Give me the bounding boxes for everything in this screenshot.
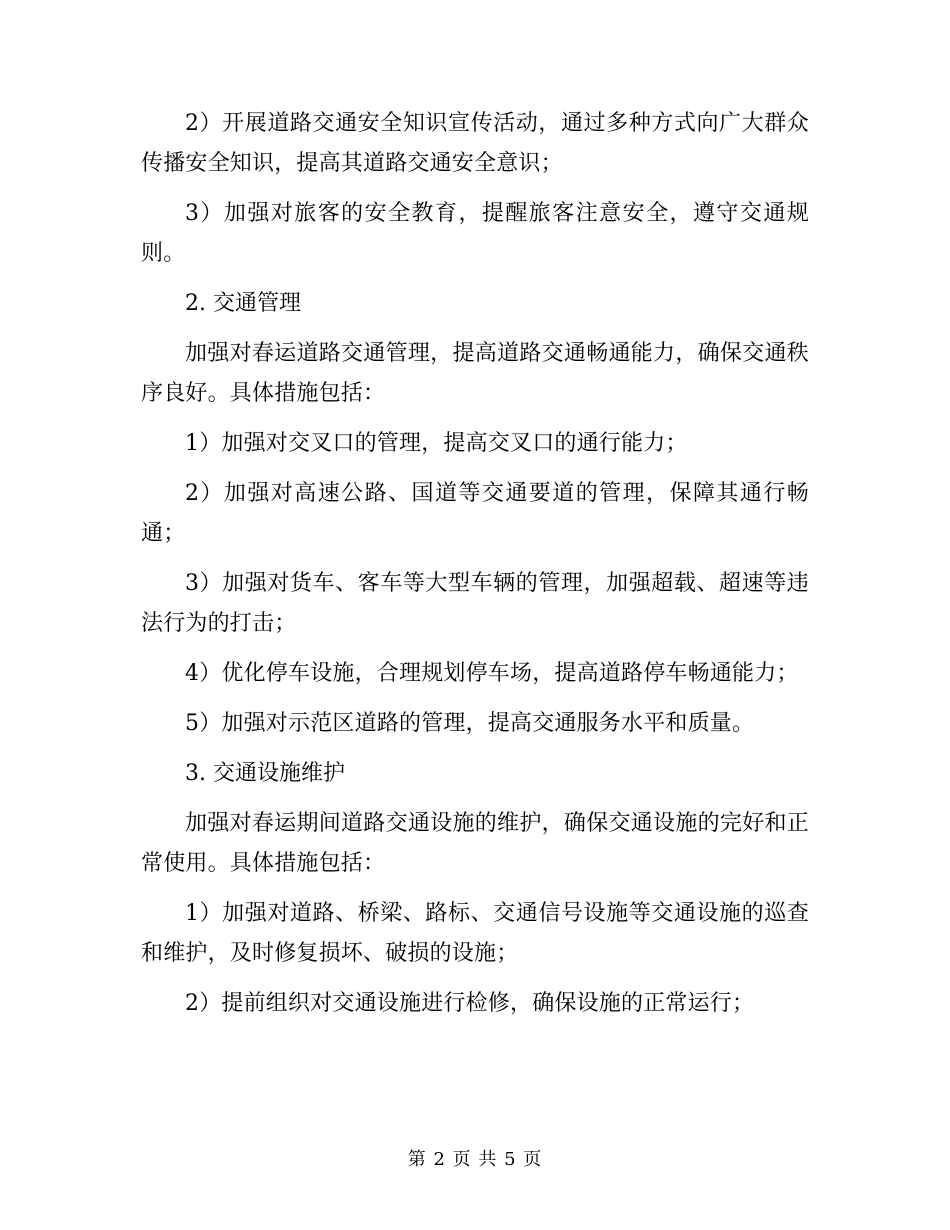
page-number-footer: 第 2 页 共 5 页 bbox=[407, 1149, 543, 1170]
section-heading-traffic-management: 2. 交通管理 bbox=[185, 291, 301, 316]
document-body bbox=[141, 104, 809, 1034]
paragraph-item-3-large-vehicles: 3）加强对货车、客车等大型车辆的管理，加强超载、超速等违法行为的打击； bbox=[141, 571, 809, 636]
paragraph-item-1-intersections: 1）加强对交叉口的管理，提高交叉口的通行能力； bbox=[185, 431, 688, 456]
paragraph-item-5-demo-zone: 5）加强对示范区道路的管理，提高交通服务水平和质量。 bbox=[185, 711, 755, 736]
section-heading-facility-maintenance: 3. 交通设施维护 bbox=[185, 761, 345, 786]
paragraph-item-4-parking: 4）优化停车设施，合理规划停车场，提高道路停车畅通能力； bbox=[185, 661, 799, 686]
paragraph-item-2-highways: 2）加强对高速公路、国道等交通要道的管理，保障其通行畅通； bbox=[141, 481, 809, 546]
paragraph-item-1-inspection: 1）加强对道路、桥梁、路标、交通信号设施等交通设施的巡查和维护，及时修复损坏、破损的设施； bbox=[141, 901, 809, 966]
paragraph-item-3-passenger-education: 3）加强对旅客的安全教育，提醒旅客注意安全，遵守交通规则。 bbox=[141, 201, 809, 266]
paragraph-facility-maintenance-intro: 加强对春运期间道路交通设施的维护，确保交通设施的完好和正常使用。具体措施包括： bbox=[141, 811, 809, 876]
paragraph-item-2-propaganda: 2）开展道路交通安全知识宣传活动，通过多种方式向广大群众传播安全知识，提高其道路交通安全意识； bbox=[141, 111, 809, 176]
paragraph-item-2-overhaul: 2）提前组织对交通设施进行检修，确保设施的正常运行； bbox=[185, 991, 755, 1016]
paragraph-traffic-management-intro: 加强对春运道路交通管理，提高道路交通畅通能力，确保交通秩序良好。具体措施包括： bbox=[141, 341, 809, 406]
